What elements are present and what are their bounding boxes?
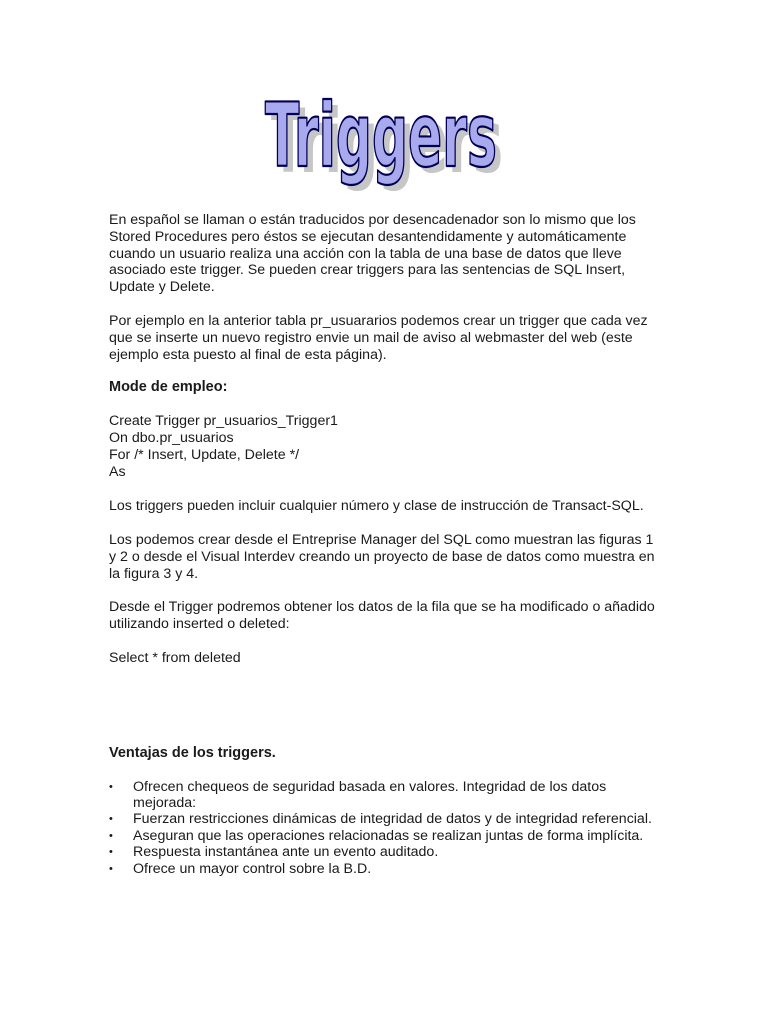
bullet-icon: • bbox=[109, 813, 113, 826]
text-line: que se inserte un nuevo registro envie un mail de aviso al webmaster del web (este bbox=[109, 329, 633, 346]
create-paragraph bbox=[109, 532, 669, 582]
list-item-text: Respuesta instantánea ante un evento auditado. bbox=[133, 844, 439, 861]
select-statement: Select * from deleted bbox=[109, 649, 241, 666]
list-item-text: Aseguran que las operaciones relacionadas se realizan juntas de forma implícita. bbox=[133, 827, 644, 844]
advantages-list bbox=[109, 779, 669, 877]
transact-paragraph bbox=[109, 498, 669, 515]
list-item-text: mejorada: bbox=[133, 794, 197, 811]
list-item bbox=[109, 811, 669, 827]
title-text: Triggers bbox=[265, 86, 497, 187]
code-line: Create Trigger pr_usuarios_Trigger1 bbox=[109, 413, 338, 430]
list-item-text: Ofrecen chequeos de seguridad basada en valores. Integridad de los datos bbox=[133, 778, 607, 795]
code-block bbox=[109, 413, 669, 481]
code-line: For /* Insert, Update, Delete */ bbox=[109, 447, 300, 464]
text-line: y 2 o desde el Visual Interdev creando un proyecto de base de datos como muestra en bbox=[109, 548, 655, 565]
code-line: On dbo.pr_usuarios bbox=[109, 430, 234, 447]
bullet-icon: • bbox=[109, 780, 113, 793]
title-shadow: Triggers bbox=[271, 90, 503, 193]
text-line: utilizando inserted o deleted: bbox=[109, 616, 290, 633]
list-item bbox=[109, 861, 669, 877]
obtain-paragraph bbox=[109, 599, 669, 633]
bullet-icon: • bbox=[109, 829, 113, 842]
list-item bbox=[109, 779, 669, 812]
bullet-icon: • bbox=[109, 862, 113, 875]
usage-heading: Mode de empleo: bbox=[109, 379, 228, 396]
text-line: Los triggers pueden incluir cualquier número y clase de instrucción de Transact-SQL. bbox=[109, 498, 644, 515]
text-line: En español se llaman o están traducidos por desencadenador son lo mismo que los bbox=[109, 212, 636, 228]
list-item-text: Fuerzan restricciones dinámicas de integridad de datos y de integridad referencial. bbox=[133, 811, 652, 828]
bullet-icon: • bbox=[109, 846, 113, 859]
advantages-heading: Ventajas de los triggers. bbox=[109, 744, 276, 761]
text-line: ejemplo esta puesto al final de esta página). bbox=[109, 346, 387, 363]
text-line: cuando un usuario realiza una acción con la tabla de una base de datos que lleve bbox=[109, 245, 622, 262]
title-wordart bbox=[262, 86, 507, 198]
text-line: Por ejemplo en la anterior tabla pr_usuararios podemos crear un trigger que cada vez bbox=[109, 312, 648, 329]
document-body bbox=[109, 212, 669, 877]
example-paragraph bbox=[109, 313, 669, 363]
code-line: As bbox=[109, 464, 126, 481]
text-line: Los podemos crear desde el Entreprise Manager del SQL como muestran las figuras 1 bbox=[109, 531, 654, 548]
text-line: Update y Delete. bbox=[109, 279, 215, 296]
list-item-text: Ofrece un mayor control sobre la B.D. bbox=[133, 860, 372, 877]
text-line: la figura 3 y 4. bbox=[109, 565, 199, 582]
text-line: Desde el Trigger podremos obtener los datos de la fila que se ha modificado o añadido bbox=[109, 599, 655, 616]
text-line: Stored Procedures pero éstos se ejecutan desantendidamente y automáticamente bbox=[109, 228, 627, 245]
intro-paragraph bbox=[109, 212, 669, 296]
list-item bbox=[109, 844, 669, 860]
list-item bbox=[109, 828, 669, 844]
text-line: asociado este trigger. Se pueden crear triggers para las sentencias de SQL Insert, bbox=[109, 262, 626, 279]
